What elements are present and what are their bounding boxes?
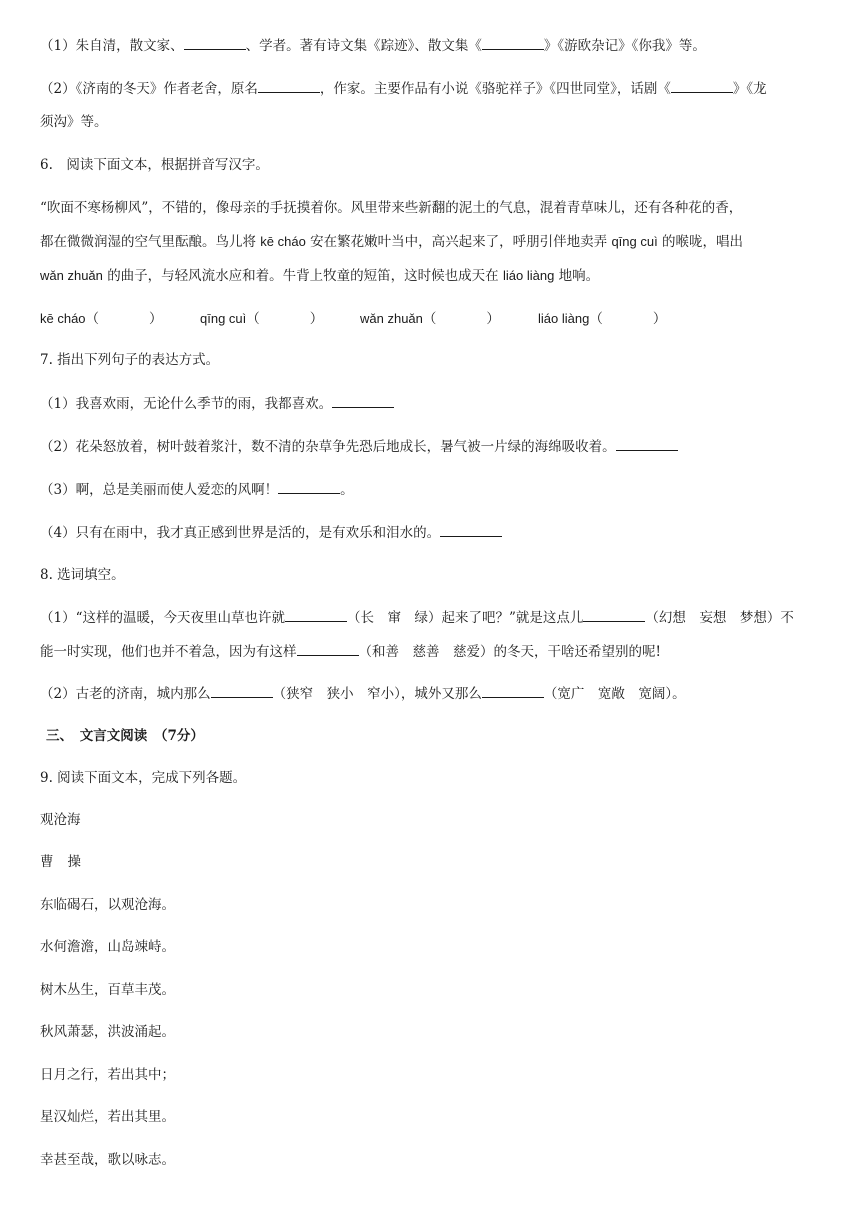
q6-answer-3	[360, 309, 538, 329]
q6-para-text: 地响。	[558, 268, 600, 284]
q5-item-2-cont	[40, 112, 830, 132]
paren-open: （	[246, 311, 260, 327]
q7-item-text: （1）我喜欢雨，无论什么季节的雨，我都喜欢。	[40, 396, 333, 412]
pinyin-keyword: qīng cuì	[611, 234, 658, 249]
q7-item-end: 。	[340, 482, 354, 498]
paren-open: （	[589, 311, 603, 327]
answer-blank[interactable]	[278, 479, 340, 494]
poem-line: 秋风萧瑟，洪波涌起。	[40, 1024, 175, 1040]
q8-text: （1）“这样的温暖，今天夜里山草也许就	[40, 610, 285, 626]
q6-para-line-3	[40, 266, 830, 286]
q8-text: （幻想 妄想 梦想）不	[645, 610, 794, 626]
q6-answer-row	[40, 309, 830, 329]
poem-line: 东临碣石，以观沧海。	[40, 897, 175, 913]
q6-answer-1	[40, 309, 200, 329]
q6-answer-2	[200, 309, 360, 329]
q5-item-2-text-c: 》《龙	[732, 81, 767, 97]
answer-blank[interactable]	[616, 436, 678, 451]
pinyin-keyword: wǎn zhuǎn	[40, 268, 103, 283]
q5-item-1-text-c: 》《游欧杂记》《你我》等。	[543, 38, 706, 54]
poem-line: 幸甚至哉，歌以咏志。	[40, 1152, 175, 1168]
answer-blank[interactable]	[482, 35, 544, 50]
pinyin-label: liáo liàng	[538, 311, 590, 326]
q8-title: 8. 选词填空。	[40, 567, 125, 583]
poem-line: 树木丛生，百草丰茂。	[40, 982, 175, 998]
answer-blank[interactable]	[482, 683, 544, 698]
q7-item-3	[40, 479, 830, 500]
answer-blank[interactable]	[440, 522, 502, 537]
poem-line: 星汉灿烂，若出其里。	[40, 1109, 175, 1125]
q7-item-4	[40, 522, 830, 543]
q8-text: （和善 慈善 慈爱）的冬天，干啥还希望别的呢!	[358, 644, 661, 660]
paren-close: ）	[149, 311, 163, 327]
q6-para-text: 都在微微润湿的空气里酝酿。鸟儿将	[40, 234, 256, 250]
q7-title: 7. 指出下列句子的表达方式。	[40, 352, 220, 368]
pinyin-label: qīng cuì	[200, 311, 247, 326]
q6-para-text: “吹面不寒杨柳风”，不错的，像母亲的手抚摸着你。风里带来些新翻的泥土的气息，混着青草味儿，还有各种花的香，	[40, 200, 743, 216]
q6-title: 6. 阅读下面文本，根据拼音写汉字。	[40, 157, 269, 173]
q6-para-text: 的喉咙，唱出	[662, 234, 743, 250]
q5-item-1-text-a: （1）朱自清，散文家、	[40, 38, 184, 54]
q8-item-2	[40, 683, 830, 704]
paren-close: ）	[309, 311, 324, 327]
q8-text: （长 窜 绿）起来了吧？”就是这点儿	[347, 610, 584, 626]
pinyin-keyword: liáo liàng	[502, 268, 555, 283]
q8-text: （宽广 宽敞 宽阔）。	[543, 686, 686, 702]
q5-item-1-text-b: 、学者。著有诗文集《踪迹》、散文集《	[245, 38, 482, 54]
poem-line: 日月之行，若出其中；	[40, 1067, 175, 1083]
q7-item-text: （3）啊，总是美丽而使人爱恋的风啊！	[40, 482, 279, 498]
answer-blank[interactable]	[671, 78, 733, 93]
q8-text: （狭窄 狭小 窄小），城外又那么	[272, 686, 482, 702]
poem-line: 水何澹澹，山岛竦峙。	[40, 939, 175, 955]
pinyin-label: kē cháo	[40, 311, 86, 326]
q6-para-text: 的曲子，与轻风流水应和着。牛背上牧童的短笛，这时候也成天在	[107, 268, 499, 284]
pinyin-label: wǎn zhuǎn	[360, 311, 423, 326]
q7-item-1	[40, 393, 830, 414]
q7-item-text: （2）花朵怒放着，树叶鼓着浆汁，数不清的杂草争先恐后地成长，暑气被一片绿的海绵吸收着。	[40, 439, 616, 455]
answer-blank[interactable]	[184, 35, 246, 50]
q8-text: 能一时实现，他们也并不着急，因为有这样	[40, 644, 297, 660]
answer-blank[interactable]	[285, 607, 347, 622]
q5-item-2-text-a: （2）《济南的冬天》作者老舍，原名	[40, 81, 258, 97]
q9-title: 9. 阅读下面文本，完成下列各题。	[40, 770, 247, 786]
answer-blank[interactable]	[211, 683, 273, 698]
paren-close: ）	[486, 311, 500, 327]
poem-author: 曹操	[40, 854, 95, 870]
q5-item-1	[40, 35, 830, 56]
paren-open: （	[422, 311, 437, 327]
q8-text: （2）古老的济南，城内那么	[40, 686, 211, 702]
q8-item-1-cont	[40, 641, 830, 662]
q6-para-line-2	[40, 232, 830, 252]
answer-blank[interactable]	[583, 607, 645, 622]
poem-title: 观沧海	[40, 812, 81, 828]
q5-item-2	[40, 78, 830, 99]
q6-para-line-1	[40, 198, 830, 218]
paren-close: ）	[652, 311, 667, 327]
q5-item-2-text-b: ，作家。主要作品有小说《骆驼祥子》《四世同堂》，话剧《	[319, 81, 671, 97]
answer-blank[interactable]	[332, 393, 394, 408]
answer-blank[interactable]	[258, 78, 320, 93]
q6-answer-4	[538, 309, 666, 329]
q5-item-2-text-d: 须沟》等。	[40, 114, 108, 130]
q7-item-text: （4）只有在雨中，我才真正感到世界是活的，是有欢乐和泪水的。	[40, 525, 441, 541]
paren-open: （	[85, 311, 100, 327]
section-heading: 三、 文言文阅读 （7分）	[46, 728, 204, 744]
q7-item-2	[40, 436, 830, 457]
answer-blank[interactable]	[297, 641, 359, 656]
q6-para-text: 安在繁花嫩叶当中，高兴起来了，呼朋引伴地卖弄	[310, 234, 608, 250]
pinyin-keyword: kē cháo	[260, 234, 306, 249]
q8-item-1	[40, 607, 830, 628]
